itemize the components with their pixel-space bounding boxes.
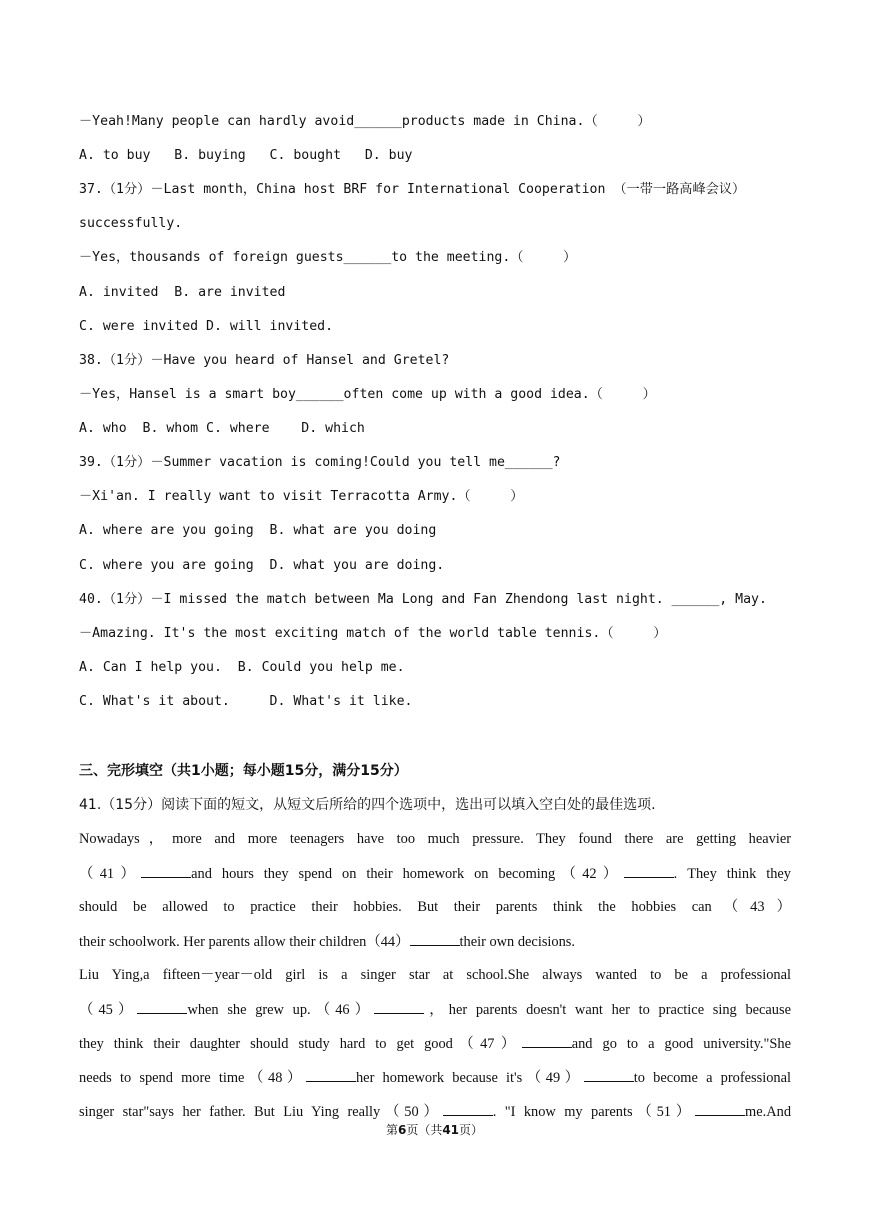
q37-question: 37.（1分）－Last month，China host BRF for International Cooperation （一带一路高峰会议） bbox=[79, 182, 746, 197]
answer-blank bbox=[306, 1067, 356, 1082]
answer-blank bbox=[443, 1101, 493, 1116]
q39-question: 39.（1分）－Summer vacation is coming!Could you tell me______? bbox=[79, 455, 561, 470]
passage-text: singer star"says her father. But Liu Ying really（50） bbox=[79, 1104, 443, 1120]
footer-prefix: 第 bbox=[385, 1123, 398, 1137]
passage-line bbox=[79, 1101, 791, 1122]
passage-text: . "I know my parents（51） bbox=[492, 1104, 696, 1120]
answer-blank bbox=[584, 1067, 634, 1082]
passage-line bbox=[79, 1067, 791, 1088]
passage-text: when she grew up.（46） bbox=[187, 1002, 375, 1018]
q38-answer-line: －Yes，Hansel is a smart boy______often come up with a good idea.（ ） bbox=[79, 387, 656, 402]
answer-blank bbox=[410, 931, 460, 946]
passage-line bbox=[79, 1033, 791, 1054]
answer-blank bbox=[141, 863, 191, 878]
page-footer bbox=[0, 1121, 869, 1139]
passage-line bbox=[79, 999, 791, 1020]
footer-total-pages: 41 bbox=[442, 1123, 460, 1137]
passage-text: and hours they spend on their homework on becoming（42） bbox=[191, 866, 624, 882]
passage-line: should be allowed to practice their hobbies. But their parents think the hobbies can（43） bbox=[79, 899, 791, 915]
q39-answer-line: －Xi'an. I really want to visit Terracotta Army.（ ） bbox=[79, 489, 524, 504]
passage-line bbox=[79, 931, 791, 952]
passage-line bbox=[79, 863, 791, 884]
passage-text: and go to a good university."She bbox=[571, 1036, 791, 1052]
q37-answer-line: －Yes，thousands of foreign guests______to the meeting.（ ） bbox=[79, 250, 577, 265]
q37-options-a: A. invited B. are invited bbox=[79, 285, 286, 300]
passage-line: Nowadays，more and more teenagers have too much pressure. They found there are getting heavier bbox=[79, 831, 791, 847]
section-title: 三、完形填空（共1小题；每小题15分，满分15分） bbox=[79, 763, 408, 779]
answer-blank bbox=[374, 999, 424, 1014]
footer-suffix: 页） bbox=[459, 1123, 484, 1137]
passage-text: needs to spend more time（48） bbox=[79, 1070, 306, 1086]
passage-text: （45） bbox=[79, 1002, 138, 1018]
q38-question: 38.（1分）－Have you heard of Hansel and Gretel? bbox=[79, 353, 450, 368]
footer-page-number: 6 bbox=[397, 1123, 407, 1137]
answer-blank bbox=[522, 1033, 572, 1048]
q36-options: A. to buy B. buying C. bought D. buy bbox=[79, 148, 413, 163]
q36-answer-line: －Yeah!Many people can hardly avoid______products made in China.（ ） bbox=[79, 114, 651, 129]
footer-mid: 页（共 bbox=[406, 1123, 443, 1137]
q40-options-b: C. What's it about. D. What's it like. bbox=[79, 694, 413, 709]
passage-text: their own decisions. bbox=[459, 934, 576, 950]
q40-answer-line: －Amazing. It's the most exciting match of the world table tennis.（ ） bbox=[79, 626, 667, 641]
q37-options-b: C. were invited D. will invited. bbox=[79, 319, 334, 334]
answer-blank bbox=[137, 999, 187, 1014]
passage-text: ，her parents doesn't want her to practice sing because bbox=[424, 1002, 791, 1018]
passage-text: me.And bbox=[745, 1104, 792, 1120]
q40-options-a: A. Can I help you. B. Could you help me. bbox=[79, 660, 405, 675]
passage-line: Liu Ying,a fifteen－year－old girl is a singer star at school.She always wanted to be a professional bbox=[79, 967, 791, 983]
q39-options-a: A. where are you going B. what are you doing bbox=[79, 523, 437, 538]
passage-text: （41） bbox=[79, 866, 142, 882]
q38-options: A. who B. whom C. where D. which bbox=[79, 421, 365, 436]
passage-text: her homework because it's（49） bbox=[355, 1070, 584, 1086]
answer-blank bbox=[695, 1101, 745, 1116]
passage-text: their schoolwork. Her parents allow their children（44） bbox=[79, 934, 410, 950]
passage-text: they think their daughter should study hard to get good（47） bbox=[79, 1036, 522, 1052]
q41-intro: 41.（15分）阅读下面的短文，从短文后所给的四个选项中，选出可以填入空白处的最佳选项. bbox=[79, 797, 656, 813]
passage-text: . They think they bbox=[673, 866, 791, 882]
q40-question: 40.（1分）－I missed the match between Ma Long and Fan Zhendong last night. ______, May. bbox=[79, 592, 767, 607]
q37-question-cont: successfully. bbox=[79, 216, 183, 231]
q39-options-b: C. where you are going D. what you are doing. bbox=[79, 558, 445, 573]
passage-text: to become a professional bbox=[633, 1070, 791, 1086]
answer-blank bbox=[624, 863, 674, 878]
